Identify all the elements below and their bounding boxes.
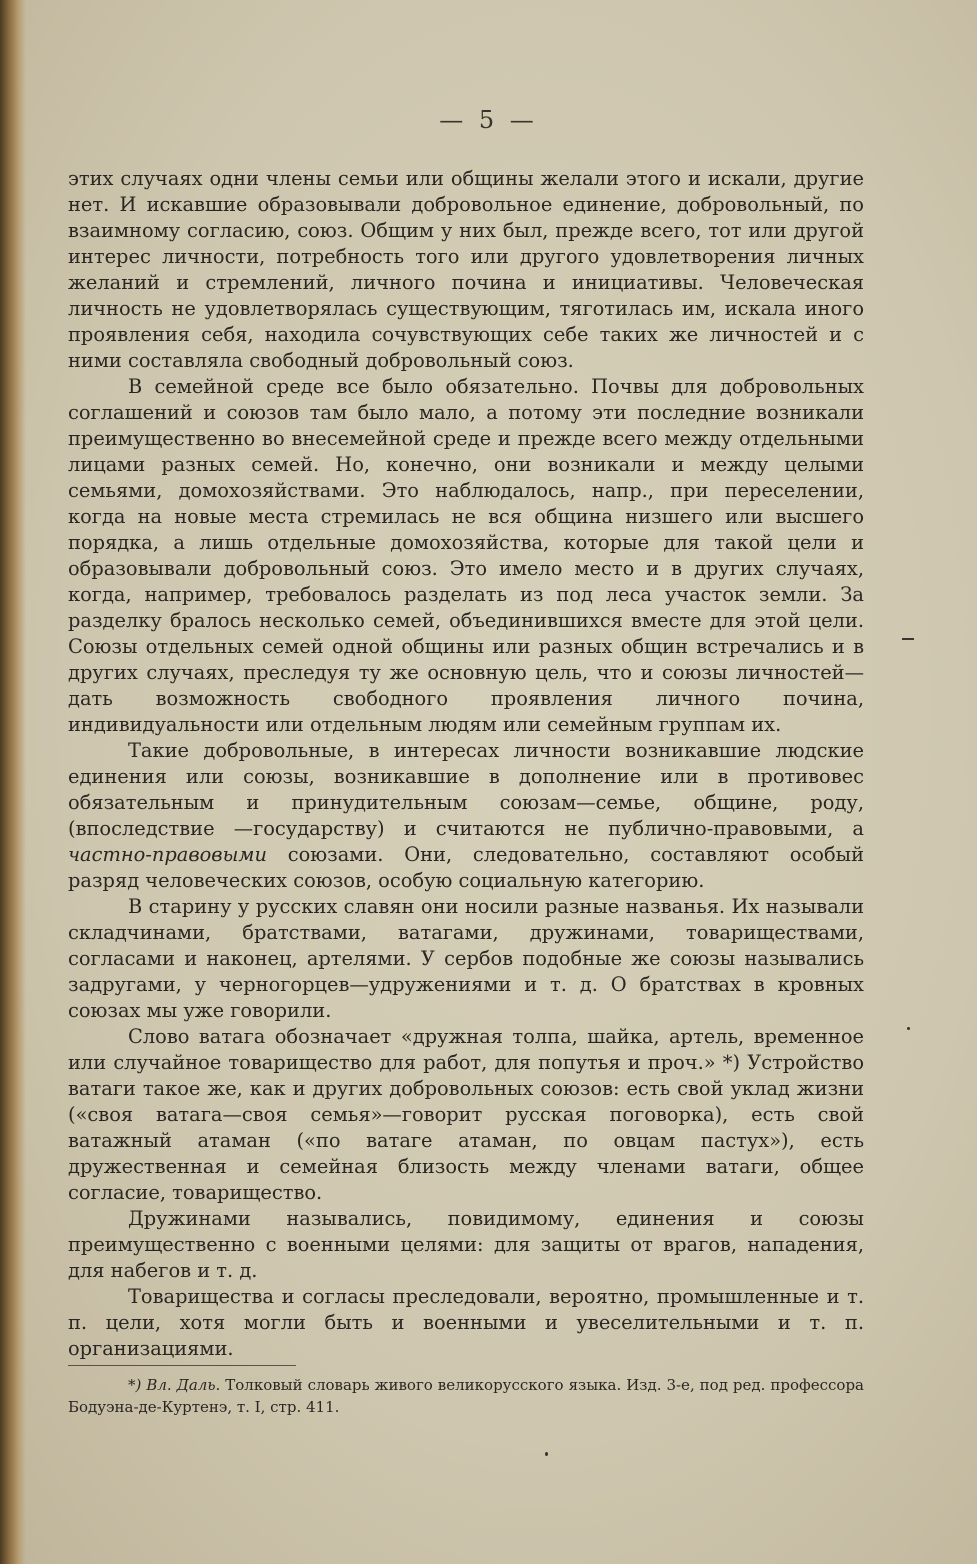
paragraph-2: В семейной среде все было обязательно. Почвы для добровольных соглашений и союзов там было мало, а потому эти последние возникали преимущественно во внесемейной среде и прежде всего между отдельными лицами разных семей. Но, конечно, они возникали и между целыми семьями, домохозяйствами. Это наблюдалось, напр., при переселении, когда на новые места стремилась не вся община низшего или высшего порядка, а лишь отдельные домохозяйства, которые для такой цели и образовывали добровольный союз. Это имело место и в других случаях, когда, например, требовалось разделать из под леса участок земли. За разделку бралось несколько семей, объединившихся вместе для этой цели. Союзы отдельных семей одной общины или разных общин встречались и в других случаях, преследуя ту же основную цель, что и союзы личностей—дать возможность свободного проявления личного почина, индивидуальности или отдельным людям или семейным группам их.	[68, 375, 864, 736]
paragraph-3	[68, 738, 864, 894]
paragraph-1: этих случаях одни члены семьи или общины желали этого и искали, другие нет. И искавшие образовывали добровольное единение, добровольный, по взаимному согласию, союз. Общим у них был, прежде всего, тот или другой интерес личности, потребность того или другого удовлетворения личных желаний и стремлений, личного почина и инициативы. Человеческая личность не удовлетворялась существующим, тяготилась им, искала иного проявления себя, находила сочувствующих себе таких же личностей и с ними составляла свободный добровольный союз.	[68, 167, 864, 372]
footnote	[68, 1374, 864, 1418]
paragraph-4: В старину у русских славян они носили разные названья. Их называли складчинами, братствами, ватагами, дружинами, товариществами, согласами и наконец, артелями. У сербов подобные же союзы назывались задругами, у черногорцев—удружениями и т. д. О братствах в кровных союзах мы уже говорили.	[68, 895, 864, 1022]
footnote-text: Толковый словарь живого великорусского языка. Изд. 3-е, под ред. профессора Бодуэна-де-Куртенэ, т. I, стр. 411.	[68, 1376, 865, 1416]
paragraph-5: Слово ватага обозначает «дружная толпа, шайка, артель, временное или случайное товарищество для работ, для попутья и проч.» *) Устройство ватаги такое же, как и других добровольных союзов: есть свой уклад жизни («своя ватага—своя семья»—говорит русская поговорка), есть свой ватажный атаман («по ватаге атаман, по овцам пастух»), есть дружественная и семейная близость между членами ватаги, общее согласие, товарищество.	[68, 1025, 864, 1204]
margin-mark	[907, 1027, 910, 1030]
paragraph-3-text-before: Такие добровольные, в интересах личности возникавшие людские единения или союзы, возникавшие в дополнение или в противовес обязательным и принудительным союзам—семье, общине, роду, (впоследствие —государству) и считаются не публично-правовыми, а	[68, 739, 864, 840]
footnote-divider	[68, 1365, 296, 1366]
page-number: — 5 —	[439, 106, 538, 134]
margin-mark	[902, 638, 914, 640]
margin-mark	[545, 1452, 548, 1456]
paragraph-3-text-after: союзами. Они, следовательно, составляют особый разряд человеческих союзов, особую социальную категорию.	[68, 843, 864, 892]
paragraph-7: Товарищества и согласы преследовали, вероятно, промышленные и т. п. цели, хотя могли быть и военными и увеселительными и т. п. организациями.	[68, 1285, 864, 1360]
footnote-author: *) Вл. Даль.	[128, 1376, 221, 1394]
main-text	[68, 166, 864, 1362]
page-binding-edge	[0, 0, 26, 1564]
paragraph-6: Дружинами назывались, повидимому, единения и союзы преимущественно с военными целями: для защиты от врагов, нападения, для набегов и т. д.	[68, 1207, 864, 1282]
emphasis-private-law: частно-правовыми	[68, 843, 267, 866]
